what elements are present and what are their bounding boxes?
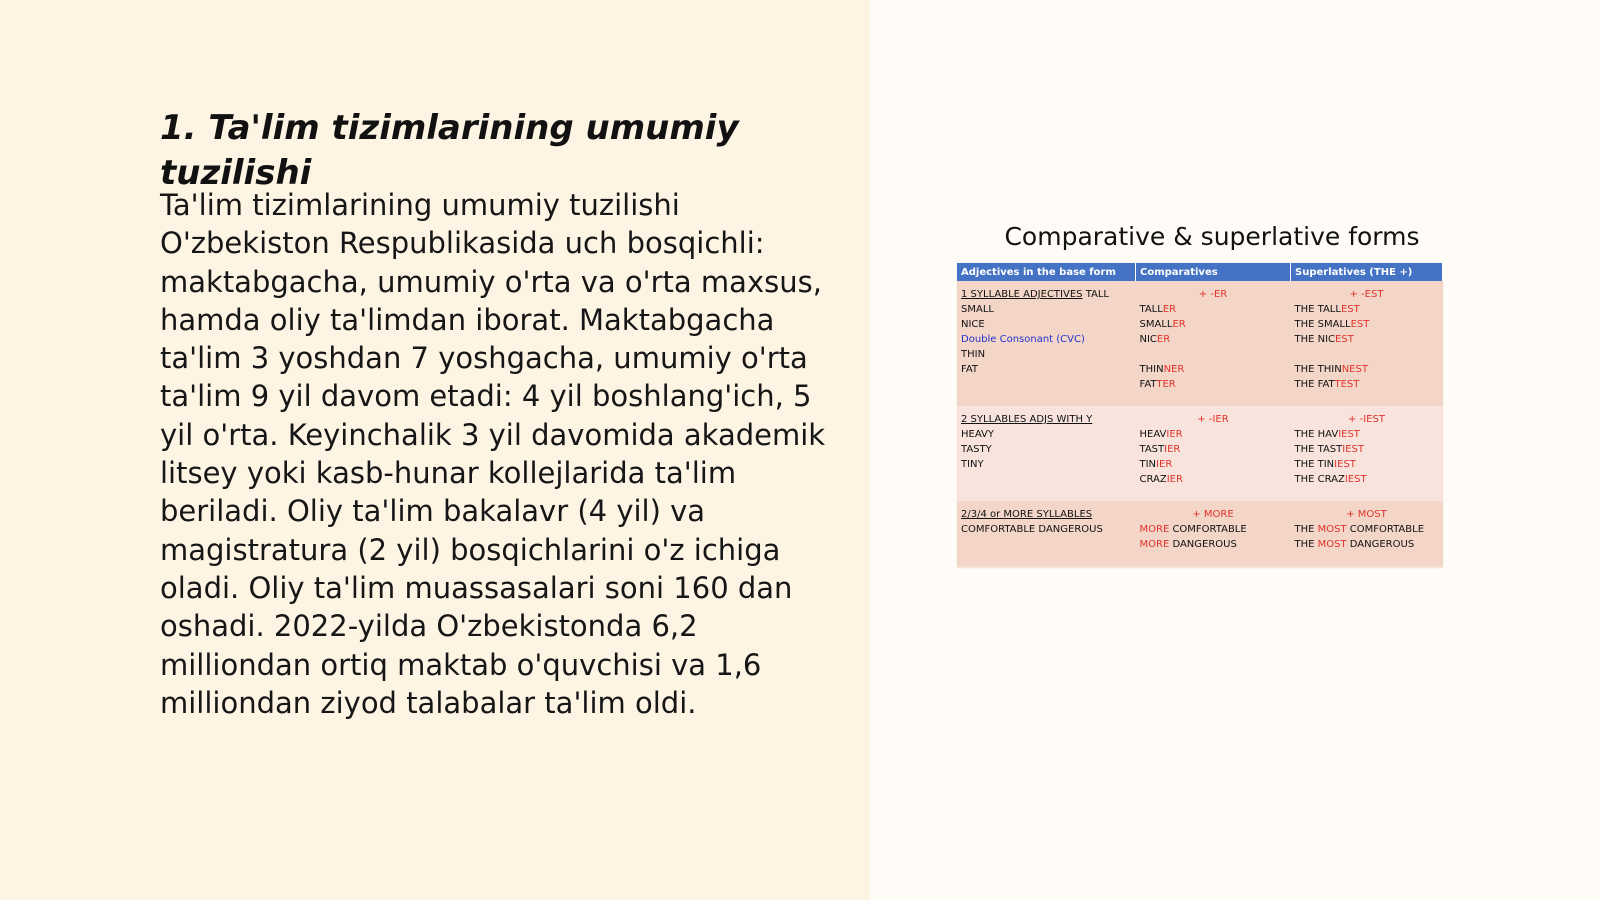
slide-title-line-1: 1. Ta'lim tizimlarining umumiy: [160, 108, 739, 148]
table-cell: [957, 377, 1136, 392]
table-cell: THE SMALLEST: [1294, 319, 1370, 330]
table-cell: THE TINIEST: [1294, 459, 1356, 470]
superlative-rule: + -EST: [1349, 289, 1384, 300]
table-row: [957, 406, 1443, 427]
table-row: [957, 501, 1443, 522]
table-row: [957, 537, 1443, 552]
table-cell: SMALLER: [1139, 319, 1186, 330]
table-cell: COMFORTABLE DANGEROUS: [961, 524, 1103, 535]
body-line: litsey yoki kasb-hunar kollejlarida ta'lim: [160, 456, 737, 491]
body-line: O'zbekiston Respublikasida uch bosqichli:: [160, 226, 765, 261]
table-cell: FATTER: [1139, 379, 1176, 390]
table-cell: THE THINNEST: [1294, 364, 1368, 375]
table-cell: [1291, 347, 1443, 362]
body-line: ta'lim 9 yil davom etadi: 4 yil boshlang'ich, 5: [160, 379, 812, 414]
table-row: [957, 362, 1443, 377]
table-row: [957, 332, 1443, 347]
table-cell: SMALL: [961, 304, 994, 315]
table-cell: CRAZIER: [1139, 474, 1183, 485]
table-cell: TALL: [1085, 289, 1110, 300]
body-line: milliondan ziyod talabalar ta'lim oldi.: [160, 685, 697, 720]
table-cell: THE FATTEST: [1294, 379, 1360, 390]
table-cell: THE TALLEST: [1294, 304, 1360, 315]
image-title: Comparative & superlative forms: [1004, 222, 1420, 251]
section-label: 1 SYLLABLE ADJECTIVES: [961, 289, 1083, 300]
body-line: hamda oliy ta'limdan iborat. Maktabgacha: [160, 302, 775, 337]
table-header-cell: Adjectives in the base form: [957, 263, 1136, 281]
table-cell: THE HAVIEST: [1294, 429, 1360, 440]
slide-body-text: [160, 186, 850, 722]
table-cell: [1136, 347, 1291, 362]
table-cell: NICE: [961, 319, 985, 330]
body-line: ta'lim 3 yoshdan 7 yoshgacha, umumiy o'rta: [160, 341, 808, 376]
comparative-rule: + MORE: [1192, 509, 1234, 520]
table-cell: THE CRAZIEST: [1294, 474, 1367, 485]
table-cell: MORE DANGEROUS: [1139, 539, 1237, 550]
section-label: 2 SYLLABLES ADJS WITH Y: [961, 414, 1093, 425]
body-line: oladi. Oliy ta'lim muassasalari soni 160 dan: [160, 570, 793, 605]
body-line: oshadi. 2022-yilda O'zbekistonda 6,2: [160, 609, 698, 644]
table-cell: TASTY: [961, 444, 992, 455]
table-cell: THIN: [961, 349, 986, 360]
table-cell: THE NICEST: [1294, 334, 1354, 345]
table-cell: NICER: [1139, 334, 1171, 345]
table-row: [957, 457, 1443, 472]
table-cell: MORE COMFORTABLE: [1139, 524, 1247, 535]
section-label: 2/3/4 or MORE SYLLABLES: [961, 509, 1093, 520]
comparative-rule: + -ER: [1198, 289, 1228, 300]
table-spacer-row: [957, 552, 1443, 566]
table-row: [957, 427, 1443, 442]
table-row: [957, 317, 1443, 332]
table-cell: TINIER: [1139, 459, 1173, 470]
body-line: Ta'lim tizimlarining umumiy tuzilishi: [160, 188, 680, 222]
table-cell: TASTIER: [1139, 444, 1181, 455]
table-cell: THINNER: [1139, 364, 1185, 375]
table-spacer-row: [957, 392, 1443, 406]
table-row: [957, 472, 1443, 487]
table-row: [957, 281, 1443, 302]
table-cell: HEAVIER: [1139, 429, 1183, 440]
grammar-table: [957, 263, 1443, 566]
table-row: [957, 302, 1443, 317]
body-line: yil o'rta. Keyinchalik 3 yil davomida akademik: [160, 417, 826, 452]
table-cell: TALLER: [1139, 304, 1177, 315]
table-row: [957, 347, 1443, 362]
superlative-rule: + MOST: [1346, 509, 1387, 520]
table-cell: FAT: [961, 364, 979, 375]
superlative-rule: + -IEST: [1348, 414, 1385, 425]
table-row: [957, 522, 1443, 537]
table-cell: [957, 537, 1136, 552]
table-cell: Double Consonant (CVC): [961, 334, 1085, 345]
table-cell: [957, 472, 1136, 487]
table-row: [957, 442, 1443, 457]
slide-title: [160, 106, 800, 196]
table-cell: THE TASTIEST: [1294, 444, 1364, 455]
body-line: beriladi. Oliy ta'lim bakalavr (4 yil) va: [160, 494, 706, 529]
comparative-rule: + -IER: [1197, 414, 1229, 425]
table-header-cell: Superlatives (THE +): [1291, 263, 1443, 281]
grammar-table-image: [957, 263, 1443, 568]
table-cell: THE MOST COMFORTABLE: [1294, 524, 1425, 535]
table-cell: THE MOST DANGEROUS: [1294, 539, 1415, 550]
body-line: maktabgacha, umumiy o'rta va o'rta maxsus,: [160, 264, 822, 299]
table-header-cell: Comparatives: [1136, 263, 1291, 281]
table-spacer-row: [957, 487, 1443, 501]
slide-title-line-2: tuzilishi: [160, 153, 312, 193]
table-row: [957, 377, 1443, 392]
table-cell: HEAVY: [961, 429, 994, 440]
body-line: milliondan ortiq maktab o'quvchisi va 1,6: [160, 647, 762, 682]
table-cell: TINY: [961, 459, 984, 470]
body-line: magistratura (2 yil) bosqichlarini o'z ichiga: [160, 532, 781, 567]
table-header-row: [957, 263, 1443, 281]
